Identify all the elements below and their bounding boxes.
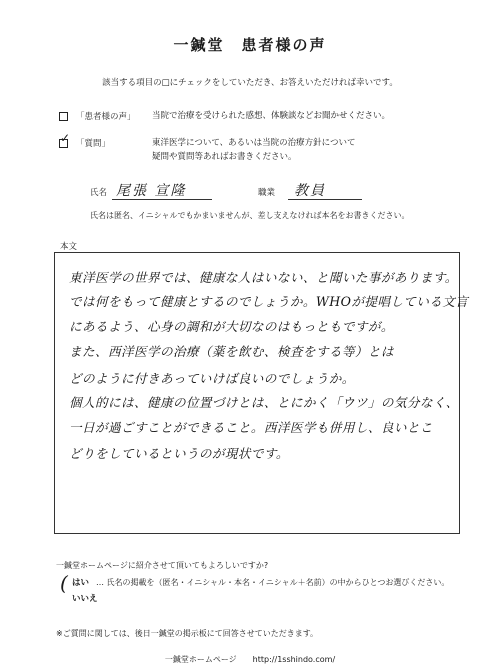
body-line-4: また、西洋医学の治療（薬を飲む、検査をする等）とは xyxy=(69,344,394,359)
homepage-no-option[interactable] xyxy=(72,592,112,604)
page-title: 一鍼堂 患者様の声 xyxy=(173,36,327,54)
instruction-text: 該当する項目の□にチェックをしていただき、お答えいただければ幸いです。 xyxy=(102,78,398,88)
body-label: 本文 xyxy=(60,242,78,252)
option-voice[interactable] xyxy=(56,109,456,123)
name-value: 尾張 宣隆 xyxy=(116,183,187,199)
voice-label: 「患者様の声」 xyxy=(76,112,136,122)
voice-checkbox[interactable] xyxy=(59,112,68,121)
selection-bracket: ( xyxy=(60,571,68,595)
body-line-7: 一日が過ごすことができること。西洋医学も併用し、良いとこ xyxy=(69,420,433,435)
footer-url: 一鍼堂ホームページ http://1sshindo.com/ xyxy=(164,655,336,664)
voice-description: 当院で治療を受けられた感想、体験談などお聞かせください。 xyxy=(152,111,391,121)
name-underline xyxy=(112,199,212,200)
option-question[interactable] xyxy=(56,131,456,169)
body-line-2: では何をもって健康とするのでしょうか。WHOが提唱している文言 xyxy=(69,294,469,309)
occupation-field[interactable] xyxy=(258,180,362,200)
question-label: 「質問」 xyxy=(76,139,111,149)
yes-label: はい xyxy=(72,578,90,588)
occupation-value: 教員 xyxy=(294,183,326,199)
name-label: 氏名 xyxy=(90,188,108,198)
homepage-question: 一鍼堂ホームページに紹介させて頂いてもよろしいですか? xyxy=(56,561,269,570)
reply-notice: ※ご質問に関しては、後日一鍼堂の掲示板にて回答させていただきます。 xyxy=(56,629,319,638)
name-field[interactable] xyxy=(90,180,212,200)
no-label: いいえ xyxy=(72,594,98,604)
body-line-8: どりをしているというのが現状です。 xyxy=(69,446,289,461)
body-line-5: どのように付きあっていけば良いのでしょうか。 xyxy=(69,371,355,386)
yes-description: … 氏名の掲載を（匿名・イニシャル・本名・イニシャル＋名前）の中からひとつお選びください。 xyxy=(96,578,450,587)
body-line-1: 東洋医学の世界では、健康な人はいない、と聞いた事があります。 xyxy=(69,270,458,285)
body-line-6: 個人的には、健康の位置づけとは、とにかく「ウツ」の気分なく、 xyxy=(69,395,459,410)
body-textarea[interactable] xyxy=(54,252,469,534)
check-mark-icon: ✓ xyxy=(60,131,71,145)
question-description-1: 東洋医学について、あるいは当院の治療方針について xyxy=(152,138,356,148)
anonymity-note: 氏名は匿名、イニシャルでもかまいませんが、差し支えなければ本名をお書きください。 xyxy=(90,211,410,220)
occupation-underline xyxy=(288,199,362,200)
question-description-2: 疑問や質問等あればお書きください。 xyxy=(152,152,297,162)
homepage-yes-option[interactable] xyxy=(72,576,452,588)
occupation-label: 職業 xyxy=(258,188,276,198)
body-line-3: にあるよう、心身の調和が大切なのはもっともですが。 xyxy=(69,319,394,334)
